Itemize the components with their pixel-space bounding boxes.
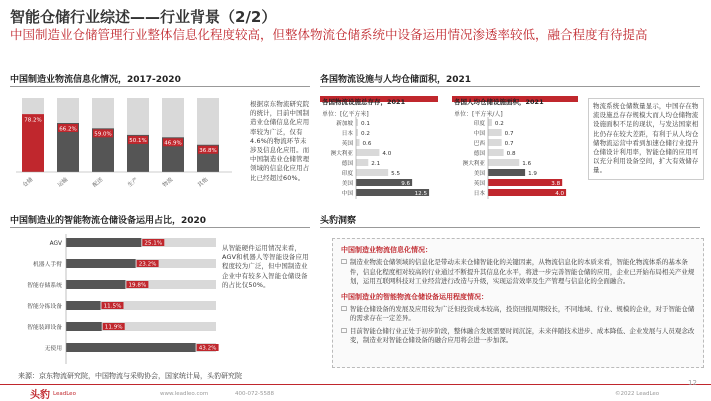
chart3-bar	[488, 159, 519, 166]
chart1-category: 仓储	[21, 176, 35, 189]
section3-note: 从智能硬件运用情况来看，AGV和机器人等智能设备应用程度较为广泛，但中国制造业企业中有较多入智能仓储设备的占比仅50%。	[222, 244, 309, 289]
chart4-category: 无使用	[44, 346, 62, 352]
chart3-category: 日本	[473, 191, 485, 197]
chart4-category: AGV	[49, 241, 62, 247]
chart2-bar	[356, 169, 388, 176]
page-title: 智能仓储行业综述——行业背景（2/2）	[10, 8, 277, 26]
chart2-category: 新加坡	[336, 121, 353, 127]
chart2-value: 0.2	[361, 131, 370, 137]
chart4-value: 11.9%	[104, 324, 123, 331]
chart4-bar	[66, 259, 136, 268]
section1-divider	[10, 86, 310, 87]
section3-title: 中国制造业的智能物流仓储设备运用占比，2020	[10, 216, 207, 226]
chart2-value: 4.0	[382, 151, 392, 157]
page-subtitle: 中国制造业仓储管理行业整体信息化程度较高，但整体物流仓储系统中设备运用情况渗透率较低，融合程度有待提高	[10, 27, 648, 42]
checkbox-bullet-icon: ☐	[341, 258, 347, 266]
chart2-value: 2.1	[371, 161, 381, 167]
chart1-label: 46.9%	[164, 140, 182, 147]
chart3-category: 英国	[473, 181, 485, 187]
section2-left-head: 各国物流设施总存存，2021	[322, 98, 406, 106]
chart3	[452, 117, 578, 207]
chart2-bar	[356, 139, 360, 146]
chart2-value: 9.6	[401, 181, 411, 187]
chart3-value: 1.9	[528, 171, 538, 177]
insight2-item1: ☐ 智能仓储设备的发展及应用较为广泛但投资成本较高，投资回报周期较长，不同地域、行业、规模的企业，对于智能仓储的需求存在一定差异。	[341, 304, 695, 322]
insight1-head: 中国制造业物流信息化情况：	[341, 246, 432, 254]
chart1-label: 59.0%	[94, 131, 112, 138]
chart4-value: 25.1%	[144, 240, 163, 247]
footer-logo	[30, 386, 76, 401]
chart4-bar	[66, 343, 196, 352]
chart3-category: 美国	[473, 171, 485, 177]
chart4-category: 机器人手臂	[33, 262, 62, 268]
chart4-bar	[66, 280, 125, 289]
section1-title: 中国制造业物流信息化情况，2017-2020	[10, 75, 181, 85]
chart3-value: 0.7	[504, 141, 514, 147]
chart2-category: 英国	[341, 141, 353, 147]
chart1-category: 生产	[126, 176, 140, 189]
chart3-bar	[488, 129, 502, 136]
chart1-category: 运输	[56, 176, 70, 189]
section2-note: 物流系统仓储数量显示，中国存在物流设施总存存规模大而人均仓储物流设施面积不足的现状，与发达国家相比仍存在较大差距，有利于从人均仓储物流运营中看到加速仓储行业提升仓储设计利用率，智能仓储的应用可以充分利用设备空间，扩大有效储存量。	[588, 98, 704, 180]
chart4-bar	[66, 322, 102, 331]
chart3-bar	[488, 149, 504, 156]
chart2	[320, 117, 440, 207]
chart1-label: 36.8%	[199, 148, 217, 155]
chart3-value: 4.0	[555, 191, 565, 197]
chart1-category: 其他	[196, 176, 210, 189]
chart4-bar	[66, 301, 101, 310]
chart1	[10, 90, 245, 200]
chart4-value: 43.2%	[198, 345, 217, 352]
insight2-head: 中国制造业的智能物流仓储设备运用程度情况：	[341, 292, 488, 301]
chart3-category: 德国	[473, 151, 485, 157]
chart3-value: 3.8	[551, 181, 561, 187]
section2-title: 各国物流设施与人均仓储面积，2021	[320, 75, 472, 85]
chart4-category: 智能存储系统	[27, 283, 62, 289]
chart4-bar	[66, 238, 141, 247]
chart2-category: 中国	[341, 191, 353, 197]
chart2-category: 澳大利亚	[330, 151, 353, 157]
chart3-value: 0.8	[506, 151, 516, 157]
chart4-category: 智能分拣设备	[27, 304, 62, 310]
section2-right-head: 各国人均仓储设施面积，2021	[454, 98, 544, 106]
chart2-bar	[356, 159, 368, 166]
section1-note: 根据京东物流研究院的统计，目前中国制造业仓储信息化应用率较为广泛，仅有4.6%的物流环节未涉及信息化应用。而中国制造业仓储管理领域的信息化应用占比已经超过60%。	[250, 100, 310, 182]
footer-copyright: ©2022 LeadLeo	[615, 391, 660, 397]
footer-website[interactable]: www.leadleo.com	[160, 391, 209, 397]
logo-text: 头豹	[30, 390, 50, 401]
checkbox-bullet-icon: ☐	[341, 304, 347, 313]
chart4-value: 23.2%	[138, 261, 157, 268]
chart3-bar	[488, 169, 525, 176]
checkbox-bullet-icon: ☐	[341, 326, 347, 335]
chart1-category: 配送	[91, 176, 105, 189]
chart4-value: 19.8%	[128, 282, 147, 289]
chart2-value: 5.5	[391, 171, 401, 177]
chart3-category: 澳大利亚	[462, 161, 485, 167]
source-note: 来源：京东物流研究院，中国物流与采购协会，国家统计局，头豹研究院	[18, 372, 242, 380]
chart2-value: 0.1	[361, 121, 370, 127]
section4-title: 头豹洞察	[320, 216, 357, 226]
chart2-value: 0.6	[362, 141, 372, 147]
chart4-value: 11.5%	[103, 303, 122, 310]
chart3-category: 印度	[473, 121, 485, 127]
chart1-label: 78.2%	[24, 117, 42, 124]
chart2-bar	[356, 149, 379, 156]
chart1-label: 50.1%	[129, 138, 147, 145]
chart1-label: 66.2%	[59, 126, 77, 133]
chart3-category: 巴西	[473, 141, 485, 147]
chart1-category: 物流	[161, 176, 175, 189]
chart3-value: 0.7	[504, 131, 514, 137]
logo-sub: LeadLeo	[53, 390, 76, 397]
chart3-value: 0.2	[494, 121, 504, 127]
chart2-category: 美国	[341, 181, 353, 187]
chart2-category: 德国	[341, 161, 353, 167]
section2-left-unit: 单位：[亿平方米]	[322, 111, 369, 118]
insight-box	[332, 238, 704, 368]
footer-phone: 400-072-5588	[235, 391, 274, 397]
section3-divider	[10, 227, 310, 228]
chart3-bar	[488, 139, 502, 146]
section4-divider	[320, 227, 700, 228]
footer-divider	[0, 384, 711, 385]
section2-divider	[320, 86, 700, 87]
page-number: 12	[688, 379, 697, 387]
chart3-category: 中国	[473, 131, 485, 137]
chart4-category: 智能装卸设备	[27, 325, 62, 331]
insight2-item2: ☐ 目前智能仓储行业正处于初步阶段，整体融合发展需要时间沉淀，未来伴随技术进步、成本降低、企业发展与人员观念改变，制造业对智能仓储设备的融合应用将会进一步加深。	[341, 326, 695, 344]
chart2-category: 印度	[341, 171, 353, 177]
chart3-value: 1.6	[522, 161, 532, 167]
insight1-item: ☐ 制造业物流仓储领域的信息化是带动未来仓储智能化的关键因素，从物流信息化的本质来看，智能化物流体系的基本条件，信息化程度相对较高的行业通过不断提升其信息化水平，将进一步完善智能仓储的应用，企业已开始布局相关产业规划，运用互联网科技对工业经营进行改造与升级，实现运营效率及生产管理与信息化的全面融合。	[341, 258, 695, 285]
chart2-category: 日本	[341, 131, 353, 137]
chart2-value: 12.5	[414, 191, 428, 197]
section2-right-unit: 单位：[平方米/人]	[454, 111, 503, 118]
chart3-bar	[488, 119, 492, 126]
